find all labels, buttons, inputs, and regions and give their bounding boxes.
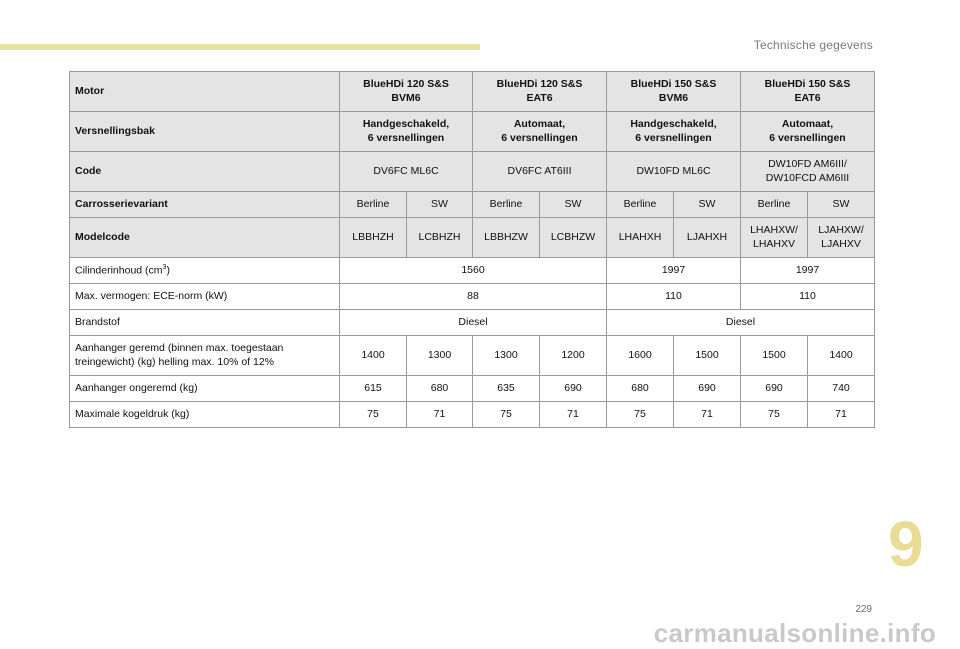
model-code-cell: LJAHXH <box>674 218 741 258</box>
motor-label: Motor <box>70 72 340 112</box>
model-code-row <box>70 218 875 258</box>
gearbox-label: Versnellingsbak <box>70 112 340 152</box>
displacement-row <box>70 258 875 284</box>
engine-code-row <box>70 152 875 192</box>
body-variant-cell: SW <box>674 192 741 218</box>
unbraked-trailer-cell: 690 <box>741 376 808 402</box>
braked-trailer-cell: 1400 <box>808 336 875 376</box>
max-power-cell: 88 <box>340 284 607 310</box>
unbraked-trailer-cell: 635 <box>473 376 540 402</box>
motor-cell: BlueHDi 150 S&S EAT6 <box>741 72 875 112</box>
max-power-cell: 110 <box>741 284 875 310</box>
chapter-number: 9 <box>888 508 924 580</box>
body-variant-label: Carrosserievariant <box>70 192 340 218</box>
unbraked-trailer-row <box>70 376 875 402</box>
engine-code-cell: DW10FD ML6C <box>607 152 741 192</box>
section-title: Technische gegevens <box>753 38 873 52</box>
braked-trailer-cell: 1500 <box>741 336 808 376</box>
model-code-cell: LCBHZW <box>540 218 607 258</box>
max-power-cell: 110 <box>607 284 741 310</box>
body-variant-cell: SW <box>407 192 473 218</box>
braked-trailer-cell: 1600 <box>607 336 674 376</box>
braked-trailer-cell: 1500 <box>674 336 741 376</box>
fuel-cell: Diesel <box>340 310 607 336</box>
nose-weight-cell: 75 <box>473 402 540 428</box>
displacement-cell: 1560 <box>340 258 607 284</box>
nose-weight-cell: 75 <box>741 402 808 428</box>
body-variant-row <box>70 192 875 218</box>
motor-row <box>70 72 875 112</box>
displacement-label: Cilinderinhoud $(cm^3)$ <box>70 258 340 284</box>
model-code-cell: LBBHZH <box>340 218 407 258</box>
gearbox-cell: Handgeschakeld, 6 versnellingen <box>607 112 741 152</box>
braked-trailer-cell: 1300 <box>407 336 473 376</box>
braked-trailer-row <box>70 336 875 376</box>
unbraked-trailer-cell: 680 <box>607 376 674 402</box>
nose-weight-label: Maximale kogeldruk (kg) <box>70 402 340 428</box>
fuel-row <box>70 310 875 336</box>
motor-cell: BlueHDi 120 S&S EAT6 <box>473 72 607 112</box>
unbraked-trailer-cell: 690 <box>674 376 741 402</box>
body-variant-cell: SW <box>540 192 607 218</box>
model-code-cell: LCBHZH <box>407 218 473 258</box>
motor-cell: BlueHDi 150 S&S BVM6 <box>607 72 741 112</box>
fuel-cell: Diesel <box>607 310 875 336</box>
engine-code-cell: DV6FC AT6III <box>473 152 607 192</box>
model-code-cell: LBBHZW <box>473 218 540 258</box>
braked-trailer-cell: 1400 <box>340 336 407 376</box>
displacement-cell: 1997 <box>607 258 741 284</box>
body-variant-cell: Berline <box>607 192 674 218</box>
model-code-cell: LHAHXW/ LHAHXV <box>741 218 808 258</box>
body-variant-cell: SW <box>808 192 875 218</box>
body-variant-cell: Berline <box>340 192 407 218</box>
nose-weight-cell: 75 <box>340 402 407 428</box>
fuel-label: Brandstof <box>70 310 340 336</box>
gearbox-cell: Automaat, 6 versnellingen <box>473 112 607 152</box>
engine-code-cell: DW10FD AM6III/ DW10FCD AM6III <box>741 152 875 192</box>
braked-trailer-cell: 1300 <box>473 336 540 376</box>
watermark-logo: carmanualsonline.info <box>653 618 936 648</box>
gearbox-cell: Automaat, 6 versnellingen <box>741 112 875 152</box>
max-power-label: Max. vermogen: ECE-norm (kW) <box>70 284 340 310</box>
header-accent-bar <box>0 44 480 50</box>
unbraked-trailer-cell: 615 <box>340 376 407 402</box>
unbraked-trailer-label: Aanhanger ongeremd (kg) <box>70 376 340 402</box>
model-code-cell: LJAHXW/ LJAHXV <box>808 218 875 258</box>
braked-trailer-cell: 1200 <box>540 336 607 376</box>
page-number: 229 <box>855 604 872 615</box>
braked-trailer-label: Aanhanger geremd (binnen max. toegestaan treingewicht) (kg) helling max. 10% of 12% <box>70 336 340 376</box>
nose-weight-cell: 71 <box>540 402 607 428</box>
unbraked-trailer-cell: 690 <box>540 376 607 402</box>
nose-weight-cell: 71 <box>407 402 473 428</box>
engine-code-label: Code <box>70 152 340 192</box>
technical-data-table <box>69 71 875 428</box>
model-code-label: Modelcode <box>70 218 340 258</box>
max-power-row <box>70 284 875 310</box>
model-code-cell: LHAHXH <box>607 218 674 258</box>
gearbox-row <box>70 112 875 152</box>
nose-weight-cell: 71 <box>808 402 875 428</box>
unbraked-trailer-cell: 740 <box>808 376 875 402</box>
gearbox-cell: Handgeschakeld, 6 versnellingen <box>340 112 473 152</box>
engine-code-cell: DV6FC ML6C <box>340 152 473 192</box>
unbraked-trailer-cell: 680 <box>407 376 473 402</box>
nose-weight-cell: 71 <box>674 402 741 428</box>
body-variant-cell: Berline <box>473 192 540 218</box>
motor-cell: BlueHDi 120 S&S BVM6 <box>340 72 473 112</box>
body-variant-cell: Berline <box>741 192 808 218</box>
nose-weight-row <box>70 402 875 428</box>
displacement-cell: 1997 <box>741 258 875 284</box>
nose-weight-cell: 75 <box>607 402 674 428</box>
